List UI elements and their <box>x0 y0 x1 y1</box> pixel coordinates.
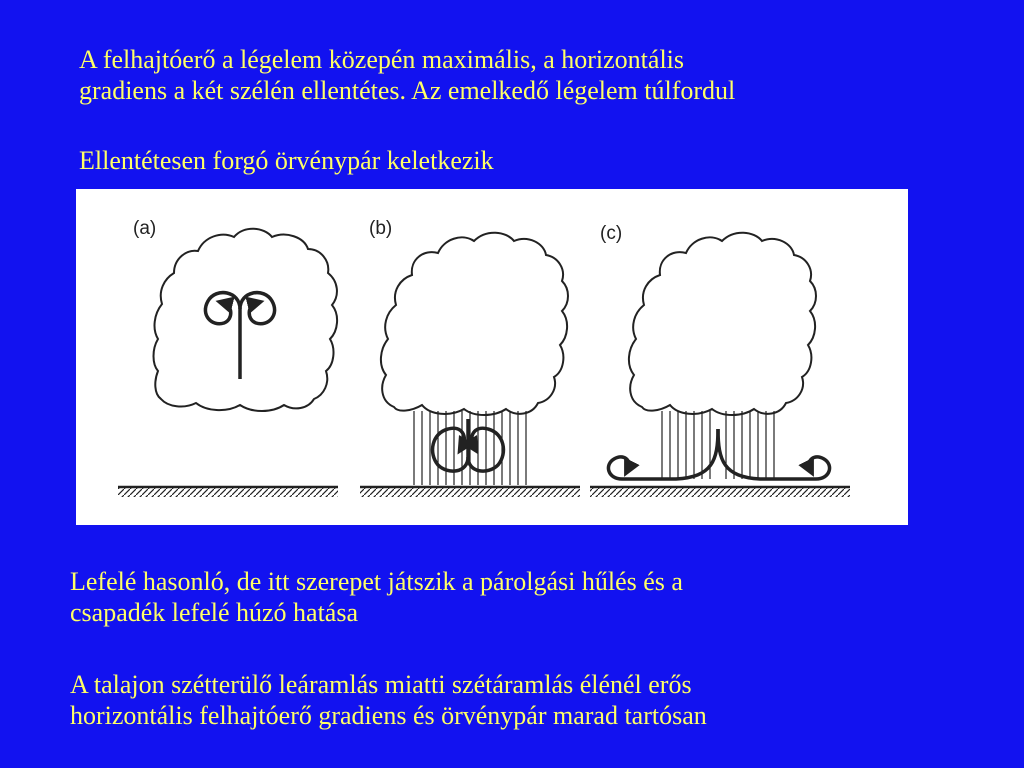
panel-a <box>118 218 338 497</box>
cloud-a <box>154 229 338 411</box>
ground-b <box>360 487 580 497</box>
vortex-pair-b <box>433 419 504 471</box>
paragraph-vortex-pair: Ellentétesen forgó örvénypár keletkezik <box>79 146 494 175</box>
panel-label-c: (c) <box>600 223 623 244</box>
cloud-b <box>381 233 568 415</box>
paragraph-updraft-description: A felhajtóerő a légelem közepén maximális, a horizontális gradiens a két szélén ellentétes. Az emelkedő légelem túlfordul <box>79 45 736 105</box>
cloud-c <box>629 233 816 415</box>
ground-c <box>590 487 850 497</box>
panel-b <box>360 218 580 497</box>
ground-a <box>118 487 338 497</box>
paragraph-downdraft: Lefelé hasonló, de itt szerepet játszik a párolgási hűlés és a csapadék lefelé húzó hatása <box>70 567 683 627</box>
vortex-diagram-figure <box>76 189 908 525</box>
outflow-vortex-pair-c <box>608 429 829 479</box>
panel-label-a: (a) <box>133 218 157 239</box>
panel-c <box>590 223 850 497</box>
panel-label-b: (b) <box>369 218 393 239</box>
paragraph-outflow: A talajon szétterülő leáramlás miatti szétáramlás élénél erős horizontális felhajtóerő gradiens és örvénypár marad tartósan <box>70 670 707 730</box>
